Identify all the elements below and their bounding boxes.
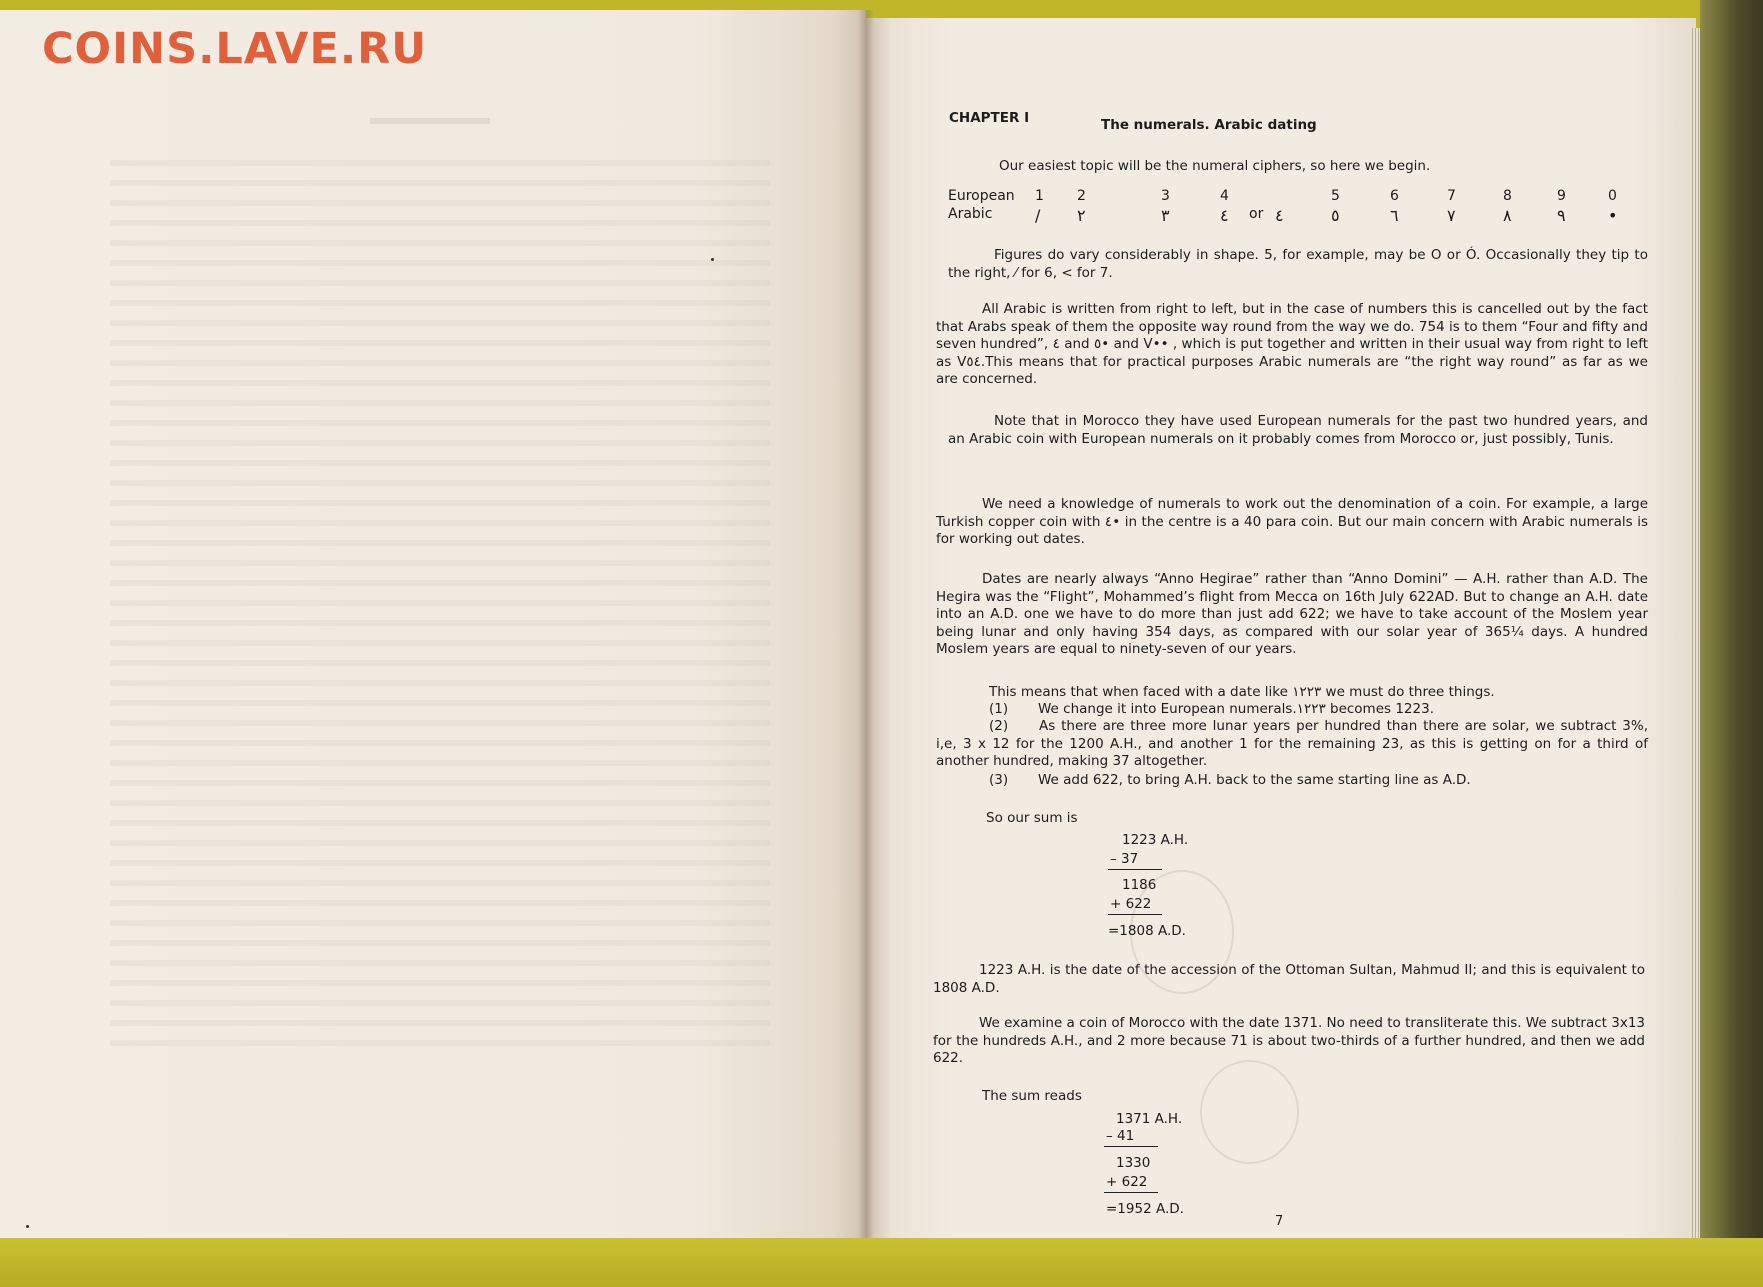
sum1-line: – 37 [1110,851,1139,867]
sum2-rule [1104,1146,1158,1147]
sum1-line: 1223 A.H. [1122,832,1189,848]
sum1-line: 1186 [1122,877,1157,893]
european-digit: 7 [1447,188,1456,204]
european-digit: 1 [1035,188,1044,204]
sum2-line: =1952 A.D. [1106,1201,1184,1217]
sum1-line: + 622 [1110,896,1152,912]
sum1-line: =1808 A.D. [1108,923,1186,939]
step-number: (1) [989,701,1009,717]
steps-lead: This means that when faced with a date like ١٢٢٣ we must do three things. [989,684,1495,700]
paragraph-morocco-numerals: Note that in Morocco they have used European numerals for the past two hundred years, and an Arabic coin with European numerals on it probably comes from Morocco or, just possibly, Tunis. [948,413,1648,447]
european-label: European [948,188,1015,204]
sum2-line: – 41 [1106,1128,1135,1144]
chapter-label: CHAPTER I [949,110,1030,126]
arabic-or: or [1249,206,1264,222]
european-digit: 8 [1503,188,1512,204]
sum2-rule [1104,1192,1158,1193]
step-number: (2) [989,718,1009,734]
arabic-digit: ٤ [1220,206,1229,225]
sum2-line: + 622 [1106,1174,1148,1190]
paragraph-ottoman: 1223 A.H. is the date of the accession of the Ottoman Sultan, Mahmud II; and this is equivalent to 1808 A.D. [933,962,1645,996]
arabic-digit: ٦ [1390,206,1399,225]
paragraph-hegira: Dates are nearly always “Anno Hegirae” rather than “Anno Domini” — A.H. rather than A.D. The Hegira was the “Flight”, Mohammed’s flight from Mecca on 16th July 622AD. But to change an A.H. date into an A.D. one we have to do more than just add 622; we have to take account of the Moslem year being lunar and only having 354 days, as compared with our solar year of 365¼ days. A hundred Moslem years are equal to ninety-seven of our years. [936,571,1648,657]
book-cover-bottom [0,1238,1763,1287]
left-page [0,10,866,1240]
step-number: (3) [989,772,1009,788]
sum1-lead: So our sum is [986,810,1078,826]
intro-text: Our easiest topic will be the numeral ciphers, so here we begin. [999,158,1431,174]
sum1-rule [1108,869,1162,870]
paragraph-denomination: We need a knowledge of numerals to work out the denomination of a coin. For example, a large Turkish copper coin with ٤• in the centre is a 40 para coin. But our main concern with Arabic numerals is for working out dates. [936,496,1648,547]
sum2-line: 1330 [1116,1155,1151,1171]
page-speck [26,1225,29,1228]
sum1-rule [1108,914,1162,915]
coin-ghost-2 [1200,1060,1299,1164]
page-number: 7 [1275,1214,1284,1229]
paragraph-shapes: Figures do vary considerably in shape. 5, for example, may be O or Ó. Occasionally they tip to the right, ⁄ for 6, < for 7. [948,247,1648,281]
arabic-digit: ٥ [1331,206,1340,225]
arabic-digit: ٢ [1077,206,1086,225]
european-digit: 6 [1390,188,1399,204]
european-digit: 0 [1608,188,1617,204]
arabic-label: Arabic [948,206,993,222]
sum2-line: 1371 A.H. [1116,1111,1183,1127]
european-digit: 2 [1077,188,1086,204]
step-text: We add 622, to bring A.H. back to the same starting line as A.D. [1038,772,1471,788]
european-digit: 4 [1220,188,1229,204]
show-through-text [110,160,770,1060]
show-through-heading [370,118,490,124]
paragraph-morocco-date: We examine a coin of Morocco with the date 1371. No need to transliterate this. We subtract 3x13 for the hundreds A.H., and 2 more because 71 is about two-thirds of a further hundred, and then we add 622. [933,1015,1646,1066]
arabic-digit: ٩ [1557,206,1566,225]
sum2-lead: The sum reads [982,1088,1082,1104]
arabic-digit: ٨ [1503,206,1512,225]
chapter-title: The numerals. Arabic dating [1101,117,1317,133]
european-digit: 5 [1331,188,1340,204]
arabic-digit: ٧ [1447,206,1456,225]
arabic-digit: ٣ [1161,206,1170,225]
page-speck [711,258,714,261]
watermark-logo: COINS.LAVE.RU [42,24,428,74]
european-digit: 3 [1161,188,1170,204]
book-gutter [858,10,874,1240]
paragraph-right-to-left: All Arabic is written from right to left, but in the case of numbers this is cancelled out by the fact that Arabs speak of them the opposite way round from the way we do. 754 is to them “Four and fifty and seven hundred”, ٤ and ٥• and V•• , which is put together and written in their usual way from right to left as V٥٤.This means that for practical purposes Arabic numerals are “the right way round” as far as we are concerned. [936,301,1648,387]
step-text: We change it into European numerals.١٢٢٣ becomes 1223. [1038,701,1434,717]
arabic-digit: / [1035,206,1041,225]
arabic-digit-alt: ٤ [1275,206,1284,225]
book-cover-edge [1700,0,1763,1287]
arabic-digit: • [1608,206,1618,225]
european-digit: 9 [1557,188,1566,204]
step-text: As there are three more lunar years per hundred than there are solar, we subtract 3%, i,e, 3 x 12 for the 1200 A.H., and another 1 for the remaining 23, as this is getting on for a third of another hundred, making 37 altogether. [936,718,1648,769]
